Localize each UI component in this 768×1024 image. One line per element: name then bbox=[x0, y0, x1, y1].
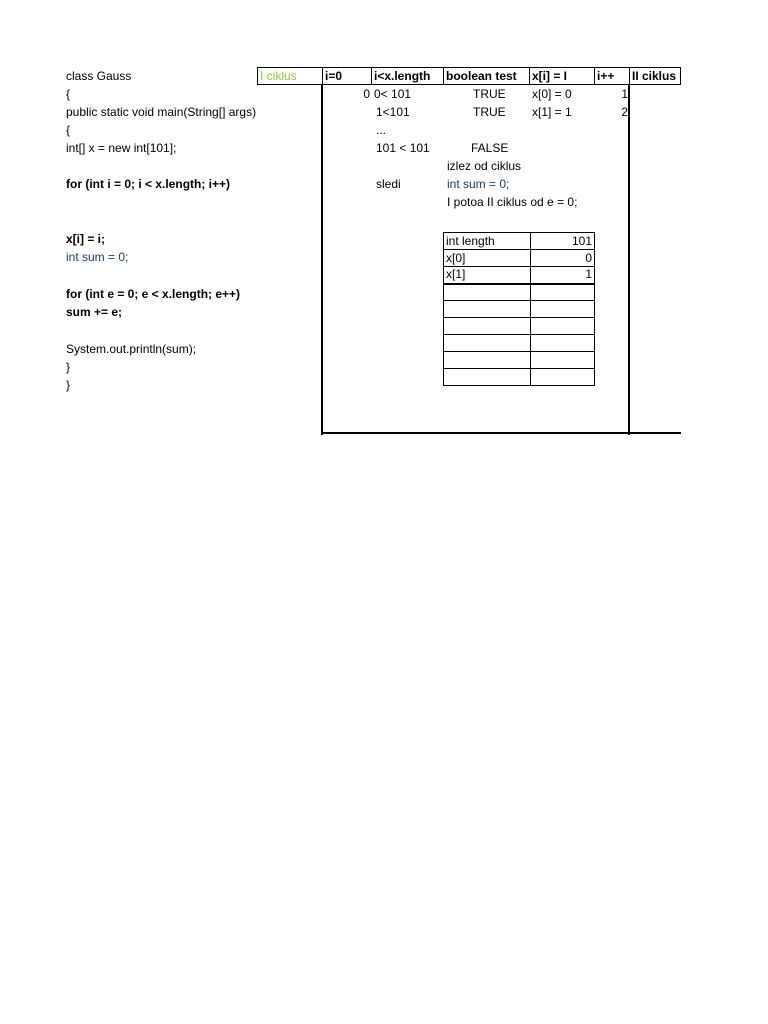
memory-name bbox=[444, 352, 531, 369]
trace-inc-2: 2 bbox=[621, 105, 628, 119]
memory-row bbox=[444, 301, 595, 318]
memory-name bbox=[444, 369, 531, 386]
memory-row bbox=[444, 335, 595, 352]
header-condition: i<x.length bbox=[371, 67, 444, 85]
code-line-main: public static void main(String[] args) bbox=[66, 105, 257, 119]
code-line-brace-close-2: } bbox=[66, 378, 71, 392]
trace-box-left-border bbox=[321, 85, 323, 435]
memory-name bbox=[444, 301, 531, 318]
trace-test-1: TRUE bbox=[473, 87, 506, 101]
trace-box-divider bbox=[628, 85, 630, 435]
memory-row bbox=[444, 250, 595, 267]
trace-next-code: int sum = 0; bbox=[447, 177, 510, 191]
header-assign: x[i] = I bbox=[529, 67, 595, 85]
code-line-brace-close: } bbox=[66, 360, 71, 374]
memory-row bbox=[444, 352, 595, 369]
memory-name: x[1] bbox=[444, 267, 531, 284]
code-line-brace-open: { bbox=[66, 87, 71, 101]
code-line-for-e: for (int e = 0; e < x.length; e++) bbox=[66, 287, 241, 301]
code-line-assign: x[i] = i; bbox=[66, 232, 106, 246]
header-ii-ciklus: II ciklus bbox=[629, 67, 681, 85]
trace-inc-1: 1 bbox=[621, 87, 628, 101]
code-line-class: class Gauss bbox=[66, 69, 132, 83]
code-line-for-i: for (int i = 0; i < x.length; i++) bbox=[66, 177, 231, 191]
code-line-sum-decl: int sum = 0; bbox=[66, 250, 129, 264]
memory-value bbox=[531, 369, 595, 386]
trace-next-label: sledi bbox=[376, 177, 401, 191]
memory-value bbox=[531, 318, 595, 335]
trace-assign-2: x[1] = 1 bbox=[532, 105, 572, 119]
memory-name bbox=[444, 318, 531, 335]
memory-value: 0 bbox=[531, 250, 595, 267]
memory-value: 101 bbox=[531, 233, 595, 250]
trace-test-2: TRUE bbox=[473, 105, 506, 119]
header-i-ciklus: I ciklus bbox=[257, 67, 323, 85]
trace-exit-note: izlez od ciklus bbox=[447, 159, 522, 173]
trace-cond-final: 101 < 101 bbox=[376, 141, 430, 155]
memory-value bbox=[531, 284, 595, 301]
trace-cond-2: 1<101 bbox=[376, 105, 410, 119]
memory-row bbox=[444, 369, 595, 386]
memory-value bbox=[531, 335, 595, 352]
trace-i-value: 0 bbox=[363, 87, 370, 101]
header-i-init: i=0 bbox=[322, 67, 372, 85]
memory-row bbox=[444, 267, 595, 284]
trace-assign-1: x[0] = 0 bbox=[532, 87, 572, 101]
memory-name bbox=[444, 284, 531, 301]
memory-value bbox=[531, 352, 595, 369]
memory-row bbox=[444, 284, 595, 301]
memory-value bbox=[531, 301, 595, 318]
header-boolean-test: boolean test bbox=[443, 67, 530, 85]
trace-then-note: I potoa II ciklus od e = 0; bbox=[447, 195, 578, 209]
code-line-array: int[] x = new int[101]; bbox=[66, 141, 177, 155]
memory-row bbox=[444, 233, 595, 250]
memory-value: 1 bbox=[531, 267, 595, 284]
code-line-sum-add: sum += e; bbox=[66, 305, 123, 319]
memory-name: x[0] bbox=[444, 250, 531, 267]
memory-table bbox=[443, 232, 595, 386]
memory-name: int length bbox=[444, 233, 531, 250]
header-increment: i++ bbox=[594, 67, 630, 85]
trace-test-final: FALSE bbox=[471, 141, 509, 155]
trace-cond-1: 0< 101 bbox=[374, 87, 412, 101]
trace-ellipsis: ... bbox=[376, 123, 387, 137]
code-line-println: System.out.println(sum); bbox=[66, 342, 197, 356]
memory-row bbox=[444, 318, 595, 335]
trace-box-bottom-border bbox=[321, 432, 681, 434]
code-line-brace-open-2: { bbox=[66, 123, 71, 137]
memory-name bbox=[444, 335, 531, 352]
